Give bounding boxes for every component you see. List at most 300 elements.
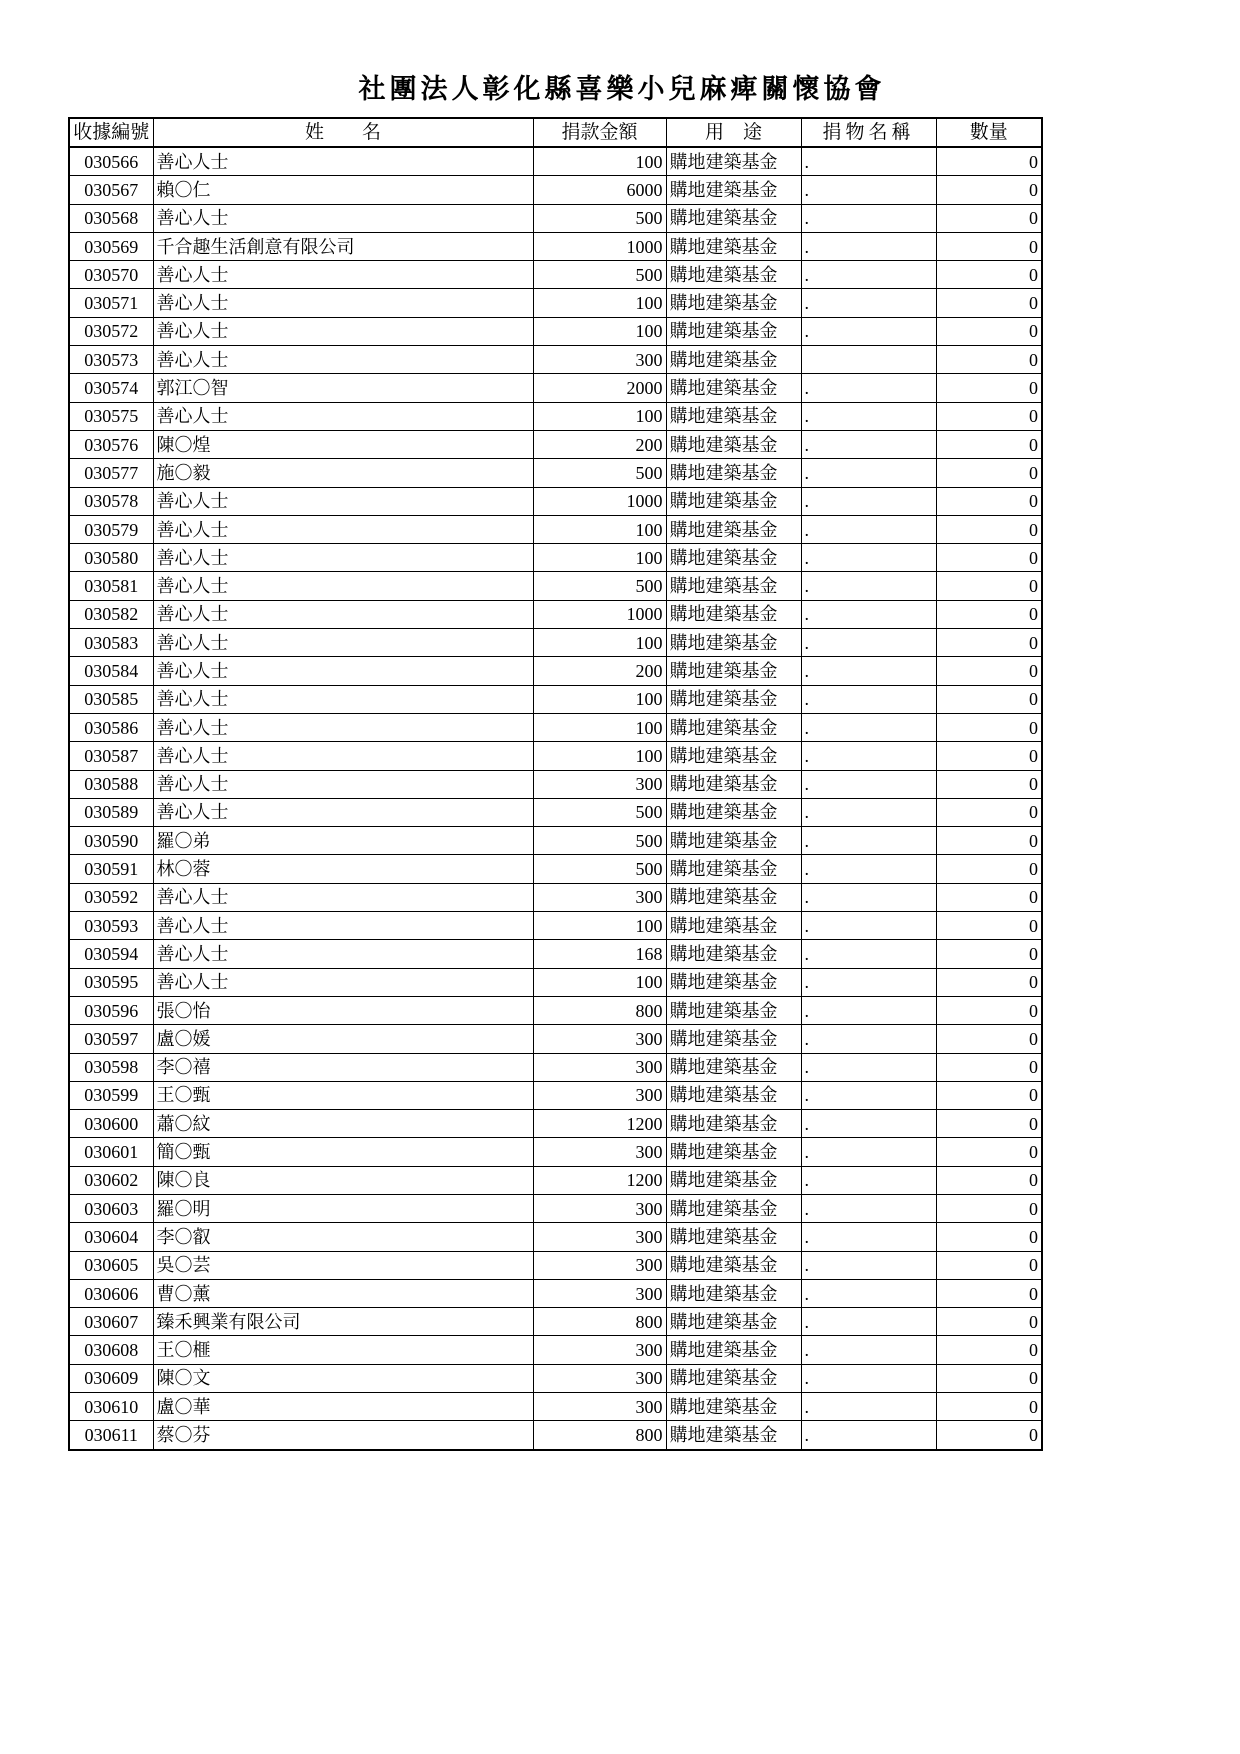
- purpose-cell: 購地建築基金: [666, 1194, 801, 1222]
- item-name-cell: .: [801, 487, 936, 515]
- quantity-cell: 0: [936, 232, 1042, 260]
- donation-amount-cell: 800: [533, 1421, 666, 1450]
- receipt-number-cell: 030581: [69, 572, 153, 600]
- donor-name-cell: 善心人士: [153, 572, 533, 600]
- table-row: [69, 374, 1042, 402]
- receipt-number-cell: 030576: [69, 430, 153, 458]
- donor-name-cell: 善心人士: [153, 544, 533, 572]
- table-row: [69, 600, 1042, 628]
- donation-amount-cell: 800: [533, 1308, 666, 1336]
- donor-name-cell: 善心人士: [153, 317, 533, 345]
- quantity-cell: 0: [936, 487, 1042, 515]
- purpose-cell: 購地建築基金: [666, 515, 801, 543]
- table-row: [69, 402, 1042, 430]
- quantity-cell: 0: [936, 827, 1042, 855]
- quantity-cell: 0: [936, 374, 1042, 402]
- item-name-cell: .: [801, 798, 936, 826]
- quantity-cell: 0: [936, 713, 1042, 741]
- donation-amount-cell: 100: [533, 742, 666, 770]
- purpose-cell: 購地建築基金: [666, 402, 801, 430]
- quantity-cell: 0: [936, 1251, 1042, 1279]
- donor-name-cell: 王〇甄: [153, 1081, 533, 1109]
- donation-amount-cell: 500: [533, 261, 666, 289]
- quantity-cell: 0: [936, 289, 1042, 317]
- purpose-cell: 購地建築基金: [666, 855, 801, 883]
- receipt-number-cell: 030604: [69, 1223, 153, 1251]
- table-row: [69, 459, 1042, 487]
- receipt-number-cell: 030602: [69, 1166, 153, 1194]
- donor-name-cell: 善心人士: [153, 912, 533, 940]
- item-name-cell: .: [801, 374, 936, 402]
- receipt-number-cell: 030586: [69, 713, 153, 741]
- receipt-number-cell: 030587: [69, 742, 153, 770]
- table-row: [69, 968, 1042, 996]
- purpose-cell: 購地建築基金: [666, 346, 801, 374]
- donor-name-cell: 善心人士: [153, 487, 533, 515]
- donor-name-cell: 善心人士: [153, 147, 533, 176]
- donation-amount-cell: 300: [533, 1336, 666, 1364]
- receipt-number-cell: 030569: [69, 232, 153, 260]
- table-row: [69, 1336, 1042, 1364]
- table-row: [69, 770, 1042, 798]
- donation-amount-cell: 500: [533, 827, 666, 855]
- donation-amount-cell: 300: [533, 1025, 666, 1053]
- item-name-cell: .: [801, 515, 936, 543]
- donation-amount-cell: 800: [533, 996, 666, 1024]
- purpose-cell: 購地建築基金: [666, 798, 801, 826]
- donor-name-cell: 李〇禧: [153, 1053, 533, 1081]
- donation-amount-cell: 100: [533, 968, 666, 996]
- table-row: [69, 855, 1042, 883]
- receipt-number-cell: 030585: [69, 685, 153, 713]
- donation-table: [68, 117, 1043, 1451]
- receipt-number-cell: 030609: [69, 1364, 153, 1392]
- purpose-cell: 購地建築基金: [666, 1336, 801, 1364]
- item-name-cell: .: [801, 996, 936, 1024]
- item-name-cell: .: [801, 968, 936, 996]
- purpose-cell: 購地建築基金: [666, 1081, 801, 1109]
- receipt-number-cell: 030579: [69, 515, 153, 543]
- table-row: [69, 1194, 1042, 1222]
- item-name-cell: .: [801, 940, 936, 968]
- purpose-cell: 購地建築基金: [666, 289, 801, 317]
- table-row: [69, 798, 1042, 826]
- donor-name-cell: 善心人士: [153, 515, 533, 543]
- receipt-number-cell: 030608: [69, 1336, 153, 1364]
- table-row: [69, 827, 1042, 855]
- donation-amount-cell: 300: [533, 1223, 666, 1251]
- donation-amount-cell: 300: [533, 1081, 666, 1109]
- donor-name-cell: 吳〇芸: [153, 1251, 533, 1279]
- donor-name-cell: 千合趣生活創意有限公司: [153, 232, 533, 260]
- table-row: [69, 430, 1042, 458]
- purpose-cell: 購地建築基金: [666, 742, 801, 770]
- table-row: [69, 232, 1042, 260]
- quantity-cell: 0: [936, 261, 1042, 289]
- table-row: [69, 1053, 1042, 1081]
- donor-name-cell: 善心人士: [153, 600, 533, 628]
- table-row: [69, 1251, 1042, 1279]
- donation-amount-cell: 500: [533, 572, 666, 600]
- donation-amount-cell: 1200: [533, 1166, 666, 1194]
- receipt-number-cell: 030584: [69, 657, 153, 685]
- table-row: [69, 147, 1042, 176]
- item-name-cell: .: [801, 317, 936, 345]
- quantity-cell: 0: [936, 147, 1042, 176]
- table-row: [69, 1110, 1042, 1138]
- donor-name-cell: 李〇叡: [153, 1223, 533, 1251]
- receipt-number-cell: 030601: [69, 1138, 153, 1166]
- purpose-cell: 購地建築基金: [666, 261, 801, 289]
- quantity-cell: 0: [936, 1081, 1042, 1109]
- header-purpose: 用 途: [666, 118, 801, 147]
- item-name-cell: .: [801, 1251, 936, 1279]
- receipt-number-cell: 030597: [69, 1025, 153, 1053]
- quantity-cell: 0: [936, 1110, 1042, 1138]
- receipt-number-cell: 030578: [69, 487, 153, 515]
- purpose-cell: 購地建築基金: [666, 1251, 801, 1279]
- donation-amount-cell: 6000: [533, 176, 666, 204]
- quantity-cell: 0: [936, 1223, 1042, 1251]
- receipt-number-cell: 030606: [69, 1279, 153, 1307]
- table-row: [69, 1393, 1042, 1421]
- quantity-cell: 0: [936, 1393, 1042, 1421]
- purpose-cell: 購地建築基金: [666, 1308, 801, 1336]
- receipt-number-cell: 030595: [69, 968, 153, 996]
- table-row: [69, 204, 1042, 232]
- item-name-cell: .: [801, 261, 936, 289]
- table-row: [69, 996, 1042, 1024]
- receipt-number-cell: 030589: [69, 798, 153, 826]
- purpose-cell: 購地建築基金: [666, 1364, 801, 1392]
- item-name-cell: .: [801, 176, 936, 204]
- purpose-cell: 購地建築基金: [666, 996, 801, 1024]
- donor-name-cell: 善心人士: [153, 940, 533, 968]
- header-donor-name: 姓 名: [153, 118, 533, 147]
- item-name-cell: .: [801, 629, 936, 657]
- item-name-cell: .: [801, 713, 936, 741]
- donor-name-cell: 蔡〇芬: [153, 1421, 533, 1450]
- quantity-cell: 0: [936, 346, 1042, 374]
- item-name-cell: .: [801, 147, 936, 176]
- item-name-cell: .: [801, 1166, 936, 1194]
- receipt-number-cell: 030571: [69, 289, 153, 317]
- donor-name-cell: 善心人士: [153, 629, 533, 657]
- donor-name-cell: 盧〇華: [153, 1393, 533, 1421]
- table-row: [69, 1025, 1042, 1053]
- receipt-number-cell: 030599: [69, 1081, 153, 1109]
- quantity-cell: 0: [936, 742, 1042, 770]
- donor-name-cell: 陳〇文: [153, 1364, 533, 1392]
- receipt-number-cell: 030577: [69, 459, 153, 487]
- purpose-cell: 購地建築基金: [666, 629, 801, 657]
- item-name-cell: .: [801, 600, 936, 628]
- table-row: [69, 940, 1042, 968]
- quantity-cell: 0: [936, 572, 1042, 600]
- table-row: [69, 317, 1042, 345]
- table-row: [69, 1223, 1042, 1251]
- item-name-cell: .: [801, 204, 936, 232]
- quantity-cell: 0: [936, 1138, 1042, 1166]
- donation-amount-cell: 1000: [533, 232, 666, 260]
- purpose-cell: 購地建築基金: [666, 1421, 801, 1450]
- table-row: [69, 742, 1042, 770]
- item-name-cell: .: [801, 742, 936, 770]
- quantity-cell: 0: [936, 1053, 1042, 1081]
- quantity-cell: 0: [936, 657, 1042, 685]
- quantity-cell: 0: [936, 798, 1042, 826]
- quantity-cell: 0: [936, 996, 1042, 1024]
- donation-amount-cell: 300: [533, 1364, 666, 1392]
- quantity-cell: 0: [936, 176, 1042, 204]
- donation-amount-cell: 100: [533, 912, 666, 940]
- donor-name-cell: 盧〇媛: [153, 1025, 533, 1053]
- donation-amount-cell: 300: [533, 346, 666, 374]
- quantity-cell: 0: [936, 1166, 1042, 1194]
- purpose-cell: 購地建築基金: [666, 572, 801, 600]
- item-name-cell: .: [801, 544, 936, 572]
- donor-name-cell: 賴〇仁: [153, 176, 533, 204]
- table-row: [69, 1421, 1042, 1450]
- donor-name-cell: 善心人士: [153, 289, 533, 317]
- table-row: [69, 1364, 1042, 1392]
- receipt-number-cell: 030588: [69, 770, 153, 798]
- donation-amount-cell: 500: [533, 459, 666, 487]
- receipt-number-cell: 030596: [69, 996, 153, 1024]
- purpose-cell: 購地建築基金: [666, 827, 801, 855]
- item-name-cell: .: [801, 657, 936, 685]
- quantity-cell: 0: [936, 968, 1042, 996]
- table-row: [69, 629, 1042, 657]
- purpose-cell: 購地建築基金: [666, 176, 801, 204]
- donor-name-cell: 善心人士: [153, 713, 533, 741]
- item-name-cell: .: [801, 430, 936, 458]
- donor-name-cell: 施〇毅: [153, 459, 533, 487]
- table-row: [69, 883, 1042, 911]
- donation-amount-cell: 200: [533, 430, 666, 458]
- donor-name-cell: 善心人士: [153, 402, 533, 430]
- quantity-cell: 0: [936, 685, 1042, 713]
- quantity-cell: 0: [936, 1308, 1042, 1336]
- purpose-cell: 購地建築基金: [666, 883, 801, 911]
- donor-name-cell: 善心人士: [153, 204, 533, 232]
- donation-amount-cell: 100: [533, 515, 666, 543]
- receipt-number-cell: 030598: [69, 1053, 153, 1081]
- purpose-cell: 購地建築基金: [666, 204, 801, 232]
- donation-amount-cell: 500: [533, 204, 666, 232]
- donor-name-cell: 陳〇煌: [153, 430, 533, 458]
- table-row: [69, 346, 1042, 374]
- item-name-cell: .: [801, 1223, 936, 1251]
- item-name-cell: .: [801, 855, 936, 883]
- quantity-cell: 0: [936, 912, 1042, 940]
- table-row: [69, 1308, 1042, 1336]
- purpose-cell: 購地建築基金: [666, 459, 801, 487]
- donor-name-cell: 善心人士: [153, 685, 533, 713]
- table-row: [69, 572, 1042, 600]
- header-item-name: 捐物名稱: [801, 118, 936, 147]
- purpose-cell: 購地建築基金: [666, 1279, 801, 1307]
- purpose-cell: 購地建築基金: [666, 487, 801, 515]
- table-row: [69, 487, 1042, 515]
- receipt-number-cell: 030567: [69, 176, 153, 204]
- item-name-cell: .: [801, 1364, 936, 1392]
- table-row: [69, 1279, 1042, 1307]
- item-name-cell: [801, 346, 936, 374]
- item-name-cell: .: [801, 912, 936, 940]
- receipt-number-cell: 030607: [69, 1308, 153, 1336]
- table-row: [69, 176, 1042, 204]
- receipt-number-cell: 030610: [69, 1393, 153, 1421]
- quantity-cell: 0: [936, 204, 1042, 232]
- receipt-number-cell: 030573: [69, 346, 153, 374]
- purpose-cell: 購地建築基金: [666, 147, 801, 176]
- purpose-cell: 購地建築基金: [666, 374, 801, 402]
- quantity-cell: 0: [936, 940, 1042, 968]
- receipt-number-cell: 030590: [69, 827, 153, 855]
- table-row: [69, 657, 1042, 685]
- donation-amount-cell: 300: [533, 883, 666, 911]
- receipt-number-cell: 030603: [69, 1194, 153, 1222]
- table-row: [69, 261, 1042, 289]
- donation-amount-cell: 500: [533, 855, 666, 883]
- purpose-cell: 購地建築基金: [666, 1393, 801, 1421]
- donation-amount-cell: 100: [533, 629, 666, 657]
- donation-amount-cell: 300: [533, 1053, 666, 1081]
- item-name-cell: .: [801, 1138, 936, 1166]
- purpose-cell: 購地建築基金: [666, 544, 801, 572]
- receipt-number-cell: 030574: [69, 374, 153, 402]
- item-name-cell: .: [801, 1081, 936, 1109]
- table-row: [69, 1138, 1042, 1166]
- purpose-cell: 購地建築基金: [666, 430, 801, 458]
- receipt-number-cell: 030568: [69, 204, 153, 232]
- receipt-number-cell: 030583: [69, 629, 153, 657]
- donor-name-cell: 蕭〇紋: [153, 1110, 533, 1138]
- donation-amount-cell: 100: [533, 402, 666, 430]
- purpose-cell: 購地建築基金: [666, 1138, 801, 1166]
- quantity-cell: 0: [936, 317, 1042, 345]
- donation-amount-cell: 300: [533, 770, 666, 798]
- purpose-cell: 購地建築基金: [666, 657, 801, 685]
- receipt-number-cell: 030580: [69, 544, 153, 572]
- purpose-cell: 購地建築基金: [666, 1223, 801, 1251]
- quantity-cell: 0: [936, 883, 1042, 911]
- quantity-cell: 0: [936, 600, 1042, 628]
- quantity-cell: 0: [936, 1364, 1042, 1392]
- quantity-cell: 0: [936, 1421, 1042, 1450]
- purpose-cell: 購地建築基金: [666, 1110, 801, 1138]
- donation-table-header: [69, 118, 1042, 147]
- receipt-number-cell: 030582: [69, 600, 153, 628]
- donation-amount-cell: 100: [533, 147, 666, 176]
- receipt-number-cell: 030591: [69, 855, 153, 883]
- donation-amount-cell: 300: [533, 1251, 666, 1279]
- donor-name-cell: 善心人士: [153, 798, 533, 826]
- donation-amount-cell: 300: [533, 1393, 666, 1421]
- quantity-cell: 0: [936, 544, 1042, 572]
- purpose-cell: 購地建築基金: [666, 1025, 801, 1053]
- item-name-cell: .: [801, 1393, 936, 1421]
- quantity-cell: 0: [936, 515, 1042, 543]
- donation-amount-cell: 100: [533, 685, 666, 713]
- donation-amount-cell: 168: [533, 940, 666, 968]
- purpose-cell: 購地建築基金: [666, 685, 801, 713]
- quantity-cell: 0: [936, 855, 1042, 883]
- donor-name-cell: 張〇怡: [153, 996, 533, 1024]
- donor-name-cell: 善心人士: [153, 742, 533, 770]
- receipt-number-cell: 030605: [69, 1251, 153, 1279]
- item-name-cell: .: [801, 827, 936, 855]
- receipt-number-cell: 030611: [69, 1421, 153, 1450]
- quantity-cell: 0: [936, 402, 1042, 430]
- purpose-cell: 購地建築基金: [666, 968, 801, 996]
- donor-name-cell: 陳〇良: [153, 1166, 533, 1194]
- item-name-cell: .: [801, 572, 936, 600]
- receipt-number-cell: 030575: [69, 402, 153, 430]
- quantity-cell: 0: [936, 770, 1042, 798]
- receipt-number-cell: 030593: [69, 912, 153, 940]
- donor-name-cell: 羅〇弟: [153, 827, 533, 855]
- donation-table-body: [69, 147, 1042, 1450]
- donation-amount-cell: 200: [533, 657, 666, 685]
- donation-amount-cell: 2000: [533, 374, 666, 402]
- donation-amount-cell: 1200: [533, 1110, 666, 1138]
- receipt-number-cell: 030594: [69, 940, 153, 968]
- table-row: [69, 544, 1042, 572]
- quantity-cell: 0: [936, 459, 1042, 487]
- item-name-cell: .: [801, 1110, 936, 1138]
- donor-name-cell: 善心人士: [153, 770, 533, 798]
- receipt-number-cell: 030570: [69, 261, 153, 289]
- table-row: [69, 1081, 1042, 1109]
- donor-name-cell: 善心人士: [153, 968, 533, 996]
- purpose-cell: 購地建築基金: [666, 600, 801, 628]
- table-row: [69, 515, 1042, 543]
- purpose-cell: 購地建築基金: [666, 770, 801, 798]
- item-name-cell: .: [801, 402, 936, 430]
- purpose-cell: 購地建築基金: [666, 940, 801, 968]
- table-row: [69, 289, 1042, 317]
- item-name-cell: .: [801, 1336, 936, 1364]
- donor-name-cell: 善心人士: [153, 657, 533, 685]
- item-name-cell: .: [801, 1194, 936, 1222]
- donor-name-cell: 善心人士: [153, 261, 533, 289]
- donation-amount-cell: 500: [533, 798, 666, 826]
- item-name-cell: .: [801, 1025, 936, 1053]
- donor-name-cell: 王〇榧: [153, 1336, 533, 1364]
- quantity-cell: 0: [936, 430, 1042, 458]
- donation-amount-cell: 300: [533, 1194, 666, 1222]
- table-row: [69, 1166, 1042, 1194]
- purpose-cell: 購地建築基金: [666, 1053, 801, 1081]
- item-name-cell: .: [801, 770, 936, 798]
- quantity-cell: 0: [936, 1279, 1042, 1307]
- donor-name-cell: 臻禾興業有限公司: [153, 1308, 533, 1336]
- header-quantity: 數量: [936, 118, 1042, 147]
- donor-name-cell: 簡〇甄: [153, 1138, 533, 1166]
- item-name-cell: .: [801, 289, 936, 317]
- item-name-cell: .: [801, 1053, 936, 1081]
- donation-amount-cell: 1000: [533, 600, 666, 628]
- header-row: [69, 118, 1042, 147]
- donor-name-cell: 林〇蓉: [153, 855, 533, 883]
- donation-amount-cell: 300: [533, 1138, 666, 1166]
- item-name-cell: .: [801, 685, 936, 713]
- donation-amount-cell: 1000: [533, 487, 666, 515]
- purpose-cell: 購地建築基金: [666, 912, 801, 940]
- donor-name-cell: 善心人士: [153, 346, 533, 374]
